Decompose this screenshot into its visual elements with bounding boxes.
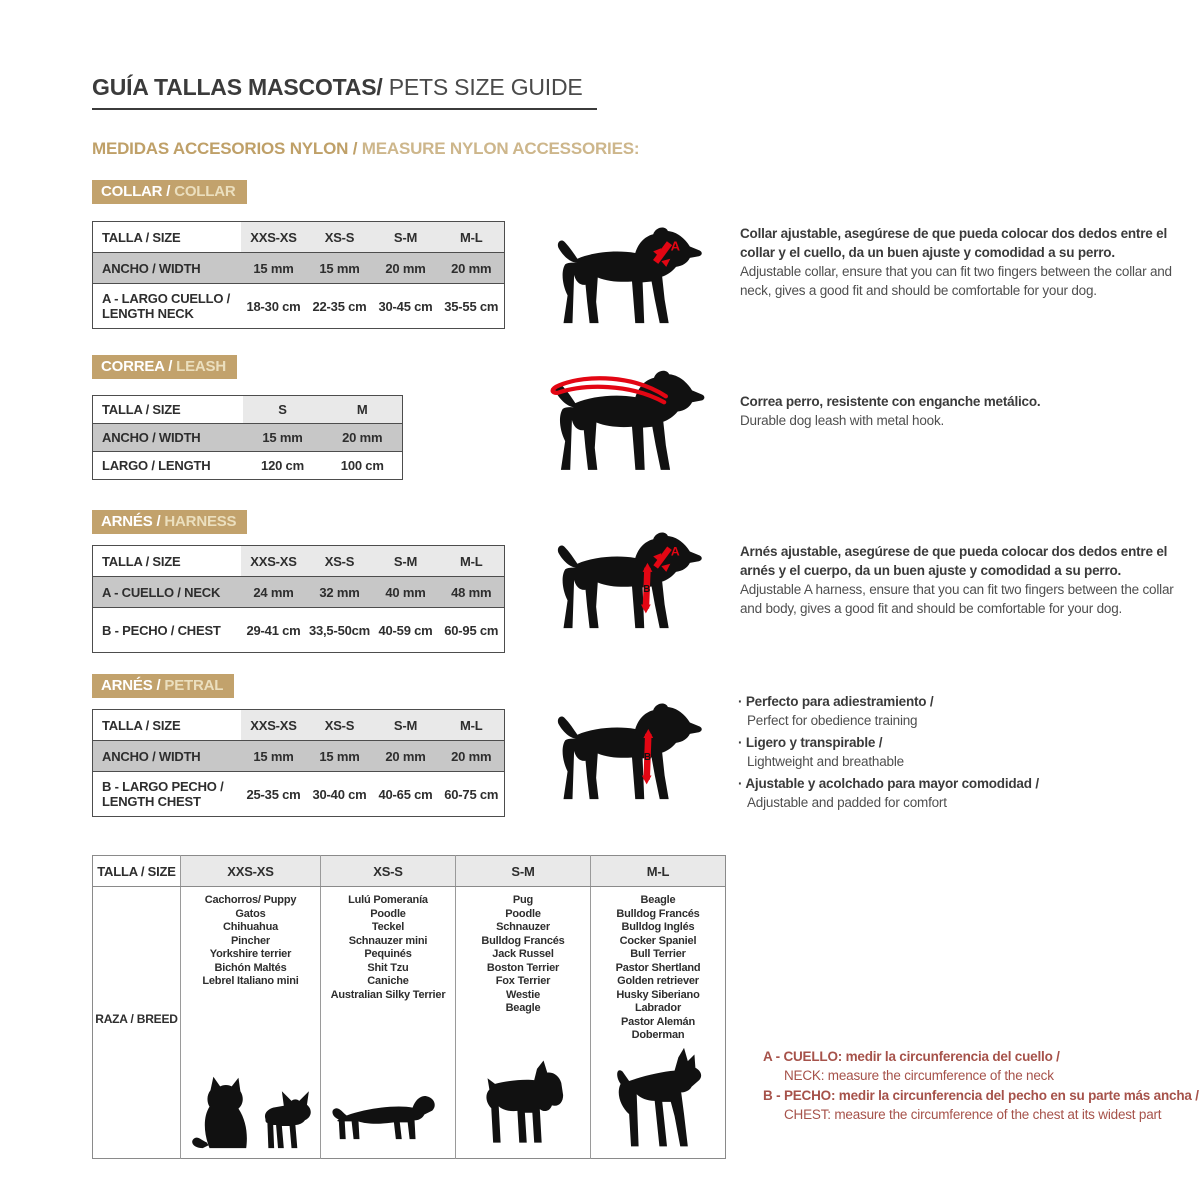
dog-petral-illustration-icon: [542, 698, 722, 804]
breed-item: Jack Russel: [492, 948, 554, 960]
collar-row-label: A - LARGO CUELLO / LENGTH NECK: [93, 284, 241, 329]
breed-list-m-l: [616, 894, 701, 1043]
breed-item: Bull Terrier: [630, 948, 686, 960]
leash-col-header: TALLA / SIZE: [93, 396, 243, 424]
collar-cell: 22-35 cm: [307, 284, 373, 329]
breed-item: Cocker Spaniel: [619, 934, 697, 947]
collar-col-header: M-L: [439, 222, 505, 253]
petral-bullet-en: Lightweight and breathable: [747, 754, 904, 769]
harness-row-label: B - PECHO / CHEST: [93, 608, 241, 653]
harness-b-label: B: [643, 584, 651, 596]
collar-col-header: XXS-XS: [241, 222, 307, 253]
petral-bullet-es: · Ligero y transpirable /: [738, 733, 1174, 752]
leash-row-label: LARGO / LENGTH: [93, 452, 243, 480]
collar-col-header: TALLA / SIZE: [93, 222, 241, 253]
leash-badge-en: LEASH: [176, 358, 226, 375]
breed-col-header: S-M: [456, 856, 591, 887]
breed-item: Beagle: [505, 1002, 541, 1014]
breed-row-label: RAZA / BREED: [95, 1012, 178, 1026]
breed-item: Pastor Alemán: [620, 1015, 695, 1028]
collar-badge-en: COLLAR: [174, 183, 236, 200]
breed-item: Schnauzer: [496, 921, 550, 933]
breed-item: Bulldog Inglés: [621, 921, 695, 933]
petral-bullet-en: Perfect for obedience training: [747, 713, 918, 728]
breed-col-header: XXS-XS: [181, 856, 321, 887]
breed-item: Yorkshire terrier: [209, 948, 292, 960]
breed-item: Gatos: [235, 907, 266, 920]
harness-cell: 29-41 cm: [241, 608, 307, 653]
petral-bullet-es: · Ajustable y acolchado para mayor comodidad /: [738, 774, 1174, 793]
harness-section-badge: [92, 510, 247, 534]
dog-collar-illustration-icon: [542, 222, 722, 328]
harness-size-table: [92, 545, 505, 653]
petral-badge-es: ARNÉS /: [101, 677, 165, 694]
collar-cell: 20 mm: [373, 253, 439, 284]
petral-col-header: TALLA / SIZE: [93, 710, 241, 741]
leash-cell: 100 cm: [323, 452, 403, 480]
collar-cell: 30-45 cm: [373, 284, 439, 329]
petral-col-header: M-L: [439, 710, 505, 741]
breed-item: Pincher: [231, 934, 270, 947]
harness-cell: 32 mm: [307, 577, 373, 608]
breed-item: Lebrel Italiano mini: [202, 975, 299, 987]
collar-badge-es: COLLAR /: [101, 183, 175, 200]
breed-col-header: M-L: [591, 856, 726, 887]
breed-list-xs-s: [331, 894, 446, 1002]
petral-cell: 15 mm: [241, 741, 307, 772]
breed-size-table: [92, 855, 726, 1159]
breed-item: Golden retriever: [617, 975, 699, 987]
petral-feature-list: [738, 692, 1174, 815]
petral-badge-en: PETRAL: [164, 677, 224, 694]
petral-row-label: ANCHO / WIDTH: [93, 741, 241, 772]
cat-and-chihuahua-silhouette-icon: [187, 1070, 315, 1152]
harness-description: [740, 542, 1176, 618]
breed-col-header: XS-S: [321, 856, 456, 887]
collar-cell: 15 mm: [307, 253, 373, 284]
harness-desc-en: Adjustable A harness, ensure that you can fit two fingers between the collar and body, gives a good fit and should be comfortable for your dog.: [740, 582, 1174, 616]
doberman-silhouette-icon: [602, 1046, 714, 1152]
leash-section-badge: [92, 355, 237, 379]
breed-item: Husky Siberiano: [616, 988, 700, 1001]
page-subtitle: [92, 139, 639, 159]
petral-size-table: [92, 709, 505, 817]
collar-col-header: XS-S: [307, 222, 373, 253]
breed-item: Shit Tzu: [367, 961, 409, 974]
harness-cell: 33,5-50cm: [307, 608, 373, 653]
breed-item: Boston Terrier: [486, 961, 560, 974]
schnauzer-silhouette-icon: [474, 1054, 572, 1152]
breed-item: Doberman: [631, 1029, 685, 1041]
collar-cell: 18-30 cm: [241, 284, 307, 329]
footnote-a-en: NECK: measure the circumference of the neck: [784, 1067, 1054, 1083]
breed-item: Lulú Pomeranía: [348, 894, 428, 906]
petral-cell: 60-75 cm: [439, 772, 505, 817]
breed-item: Labrador: [634, 1002, 682, 1014]
harness-col-header: XS-S: [307, 546, 373, 577]
petral-col-header: S-M: [373, 710, 439, 741]
collar-description: [740, 224, 1172, 300]
measurement-footnotes: [763, 1048, 1199, 1126]
petral-row-label: B - LARGO PECHO / LENGTH CHEST: [93, 772, 241, 817]
page-subtitle-es: MEDIDAS ACCESORIOS NYLON /: [92, 139, 362, 158]
dachshund-silhouette-icon: [329, 1078, 447, 1152]
footnote-b-es: B - PECHO: medir la circunferencia del pecho en su parte más ancha /: [763, 1088, 1199, 1103]
collar-a-label: A: [670, 238, 680, 254]
petral-bullet-es: · Perfecto para adiestramiento /: [738, 692, 1174, 711]
breed-item: Teckel: [371, 921, 405, 933]
leash-cell: 120 cm: [243, 452, 323, 480]
collar-row-label: ANCHO / WIDTH: [93, 253, 241, 284]
petral-cell: 20 mm: [373, 741, 439, 772]
breed-item: Bulldog Francés: [616, 907, 700, 920]
collar-size-table: [92, 221, 505, 329]
petral-bullet-en: Adjustable and padded for comfort: [747, 795, 947, 810]
petral-section-badge: [92, 674, 234, 698]
breed-col-header: TALLA / SIZE: [93, 856, 181, 887]
harness-row-label: A - CUELLO / NECK: [93, 577, 241, 608]
dog-leash-illustration-icon: [533, 365, 731, 475]
breed-item: Fox Terrier: [495, 975, 551, 987]
footnote-a-es: A - CUELLO: medir la circunferencia del cuello /: [763, 1049, 1060, 1064]
leash-cell: 15 mm: [243, 424, 323, 452]
breed-column-s-m: [456, 887, 590, 1158]
breed-item: Pug: [512, 894, 534, 906]
dog-harness-illustration-icon: [542, 527, 722, 633]
breed-item: Bulldog Francés: [481, 934, 565, 947]
leash-col-header: M: [323, 396, 403, 424]
breed-column-xxs-xs: [181, 887, 320, 1158]
breed-item: Beagle: [640, 894, 676, 906]
harness-col-header: TALLA / SIZE: [93, 546, 241, 577]
petral-col-header: XS-S: [307, 710, 373, 741]
petral-cell: 25-35 cm: [241, 772, 307, 817]
breed-column-xs-s: [321, 887, 455, 1158]
collar-section-badge: [92, 180, 247, 204]
breed-item: Poodle: [505, 907, 541, 920]
breed-item: Caniche: [367, 975, 409, 987]
collar-col-header: S-M: [373, 222, 439, 253]
breed-column-m-l: [591, 887, 725, 1158]
page-title-es: GUÍA TALLAS MASCOTAS/: [92, 74, 383, 100]
breed-item: Chihuahua: [222, 921, 279, 933]
leash-desc-es: Correa perro, resistente con enganche metálico.: [740, 394, 1041, 409]
collar-cell: 15 mm: [241, 253, 307, 284]
leash-col-header: S: [243, 396, 323, 424]
page-subtitle-en: MEASURE NYLON ACCESSORIES:: [361, 139, 640, 158]
harness-badge-en: HARNESS: [164, 513, 237, 530]
footnote-b-en: CHEST: measure the circumference of the chest at its widest part: [784, 1106, 1162, 1122]
breed-item: Pequinés: [364, 948, 412, 960]
breed-list-s-m: [481, 894, 564, 1016]
leash-row-label: ANCHO / WIDTH: [93, 424, 243, 452]
breed-item: Poodle: [370, 907, 406, 920]
petral-b-label: B: [644, 751, 651, 763]
harness-cell: 40-59 cm: [373, 608, 439, 653]
breed-item: Bichón Maltés: [214, 961, 287, 974]
breed-item: Schnauzer mini: [348, 934, 428, 947]
harness-cell: 40 mm: [373, 577, 439, 608]
collar-desc-es: Collar ajustable, asegúrese de que pueda colocar dos dedos entre el collar y el cuello, da un buen ajuste y comodidad a su perro.: [740, 226, 1167, 260]
petral-cell: 30-40 cm: [307, 772, 373, 817]
collar-cell: 20 mm: [439, 253, 505, 284]
harness-cell: 48 mm: [439, 577, 505, 608]
harness-col-header: M-L: [439, 546, 505, 577]
collar-cell: 35-55 cm: [439, 284, 505, 329]
leash-badge-es: CORREA /: [101, 358, 177, 375]
breed-item: Pastor Shertland: [615, 961, 701, 974]
harness-desc-es: Arnés ajustable, asegúrese de que pueda colocar dos dedos entre el arnés y el cuerpo, da un buen ajuste y comodidad a su perro.: [740, 544, 1168, 578]
harness-cell: 24 mm: [241, 577, 307, 608]
breed-item: Cachorros/ Puppy: [204, 894, 297, 906]
harness-cell: 60-95 cm: [439, 608, 505, 653]
leash-desc-en: Durable dog leash with metal hook.: [740, 413, 945, 428]
breed-item: Westie: [505, 988, 541, 1001]
leash-size-table: [92, 395, 403, 480]
petral-cell: 40-65 cm: [373, 772, 439, 817]
harness-col-header: S-M: [373, 546, 439, 577]
collar-desc-en: Adjustable collar, ensure that you can fit two fingers between the collar and neck, gives a good fit and should be comfortable for your dog.: [740, 264, 1172, 298]
petral-cell: 20 mm: [439, 741, 505, 772]
page-title: [92, 74, 597, 110]
page-title-en: PETS SIZE GUIDE: [382, 74, 583, 100]
harness-a-label: A: [670, 544, 680, 559]
petral-cell: 15 mm: [307, 741, 373, 772]
harness-col-header: XXS-XS: [241, 546, 307, 577]
breed-list-xxs-xs: [202, 894, 298, 989]
leash-cell: 20 mm: [323, 424, 403, 452]
harness-badge-es: ARNÉS /: [101, 513, 165, 530]
breed-item: Australian Silky Terrier: [330, 988, 446, 1001]
leash-description: [740, 392, 1172, 430]
petral-col-header: XXS-XS: [241, 710, 307, 741]
